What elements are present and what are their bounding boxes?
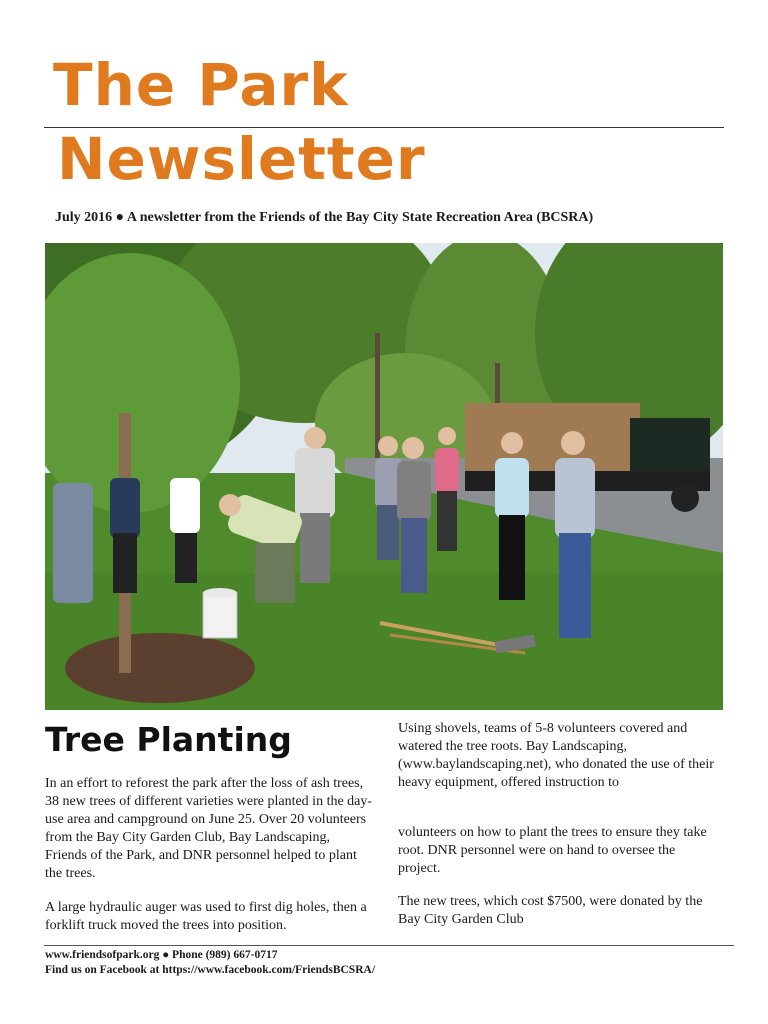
newsletter-title-line2: Newsletter (57, 125, 426, 193)
dateline: July 2016 ● A newsletter from the Friends of the Bay City State Recreation Area (BCSRA) (55, 210, 594, 225)
tree-planting-photo (45, 243, 723, 710)
article-paragraph: A large hydraulic auger was used to first dig holes, then a forklift truck moved the trees into position. (45, 900, 367, 933)
article-paragraph: Using shovels, teams of 5-8 volunteers covered and watered the tree roots. Bay Landscaping, (www.baylandscaping.net), who donated the use of their heavy equipment, offered instruction to (398, 721, 714, 790)
article-paragraph: The new trees, which cost $7500, were donated by the Bay City Garden Club (398, 894, 703, 927)
article-paragraph: volunteers on how to plant the trees to ensure they take root. DNR personnel were on hand to oversee the project. (398, 825, 707, 876)
tree-planting-photo-drawing (45, 243, 723, 710)
footer-facebook: Find us on Facebook at https://www.facebook.com/FriendsBCSRA/ (45, 964, 376, 976)
footer-divider (44, 945, 734, 946)
article-headline: Tree Planting (45, 720, 292, 759)
article-paragraph: In an effort to reforest the park after the loss of ash trees, 38 new trees of different varieties were planted in the day-use area and campground on June 25. Over 20 volunteers from the Bay City Garden Club, Bay Landscaping, Friends of the Park, and DNR personnel helped to plant the trees. (45, 776, 373, 881)
newsletter-title-line1: The Park (53, 51, 349, 119)
footer-contact: www.friendsofpark.org ● Phone (989) 667-0717 (45, 949, 278, 961)
